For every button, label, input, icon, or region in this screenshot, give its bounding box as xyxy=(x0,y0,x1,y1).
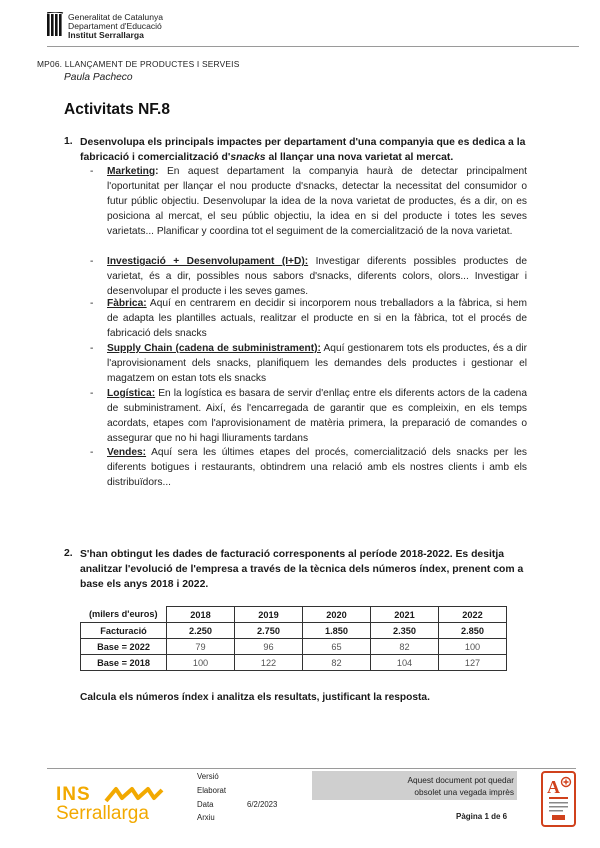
row-label: Facturació xyxy=(81,623,167,639)
question-2-text xyxy=(80,547,530,592)
table-cell: 104 xyxy=(371,655,439,671)
year-header: 2022 xyxy=(439,607,507,623)
table-cell: 127 xyxy=(439,655,507,671)
table-cell: 100 xyxy=(167,655,235,671)
table-header-row xyxy=(81,607,507,623)
meta-label-elaborat: Elaborat xyxy=(197,786,227,795)
bullet: - xyxy=(90,447,94,458)
quality-certification-icon xyxy=(541,771,576,827)
year-header: 2020 xyxy=(303,607,371,623)
org-name-line1: Generalitat de Catalunya xyxy=(68,12,164,22)
row-label: Base = 2022 xyxy=(81,639,167,655)
table-cell: 100 xyxy=(439,639,507,655)
bullet: - xyxy=(90,343,94,354)
item-fabrica-text: Aquí en centrarem en decidir si incorporem nous treballadors a la fàbrica, si hem de adapta les plantilles actuals, realitzar el producte en si en la fàbrica, tot el procés de fabricació dels snacks xyxy=(107,298,527,339)
question-2-line1: S'han obtingut les dades de facturació corresponents al període 2018-2022. Es desitja xyxy=(80,549,505,560)
row-label: Base = 2018 xyxy=(81,655,167,671)
item-vendes-label: Vendes: xyxy=(107,447,147,458)
item-marketing-text: En aquest departament la companyia haurà de detectar principalment l'oportunitat per llançar el nou producte d'snacks, detectar la necessitat del consumidor o futur públic objectiu. Desenvolupar la idea de la nova varietat de productes, és a dir, on es posiciona al mercat, el seu públic objectiu, la idea en si del producte i totes les seves varietats... Planificar y coordina tot el seguiment de la comercialització de la nova varietat. xyxy=(107,166,527,237)
obsolete-notice-line1: Aquest document pot quedar xyxy=(407,775,514,785)
bullet: - xyxy=(90,388,94,399)
brand-name: Serrallarga xyxy=(56,803,149,824)
meta-date-value: 6/2/2023 xyxy=(247,800,278,809)
generalitat-logo-icon xyxy=(47,12,67,38)
org-name-line3: Institut Serrallarga xyxy=(68,30,144,40)
footer-divider xyxy=(47,768,576,769)
item-vendes xyxy=(107,445,527,490)
org-name-line2: Departament d'Educació xyxy=(68,21,162,31)
author-name: Paula Pacheco xyxy=(64,72,133,83)
question-1-line2: fabricació i comercialització d'snacks al llançar una nova varietat al mercat. xyxy=(80,152,454,163)
table-row xyxy=(81,639,507,655)
item-supply-chain-text: Aquí gestionarem tots els productes, és a dir l'aprovisionament dels snacks, planifiquem les demandes dels productes i gestionar el magatzem on estan tots els snacks xyxy=(107,343,527,384)
table-cell: 2.850 xyxy=(439,623,507,639)
table-cell: 79 xyxy=(167,639,235,655)
table-cell: 82 xyxy=(303,655,371,671)
meta-label-data: Data xyxy=(197,800,214,809)
question-2-line2: analitzar l'evolució de l'empresa a través de la tècnica dels números índex, prenent com a xyxy=(80,564,524,575)
table-cell: 96 xyxy=(235,639,303,655)
item-vendes-text: Aquí sera les últimes etapes del procés, comercialització dels snacks per les diferents botigues i restaurants, obtindrem una relació amb els nostres clients i amb els distribuïdors... xyxy=(107,447,527,488)
item-marketing-label: Marketing xyxy=(107,166,156,177)
year-header: 2019 xyxy=(235,607,303,623)
item-fabrica xyxy=(107,296,527,341)
year-header: 2021 xyxy=(371,607,439,623)
svg-text:A: A xyxy=(547,777,560,797)
item-rd-text: Investigar diferents possibles productes de varietat, és a dir, possibles nous sabors d'snacks, diferents colors, olors... Investigar i desenvolupar el producte i les seves games. xyxy=(107,256,527,297)
year-header: 2018 xyxy=(167,607,235,623)
table-cell: 2.350 xyxy=(371,623,439,639)
item-marketing: Marketing: En aquest departament la companyia haurà de detectar principalment l'oportunitat per llançar el nou producte d'snacks, detectar la necessitat del consumidor o futur públic objectiu. Desenvolupar la idea de la nova varietat de productes, és a dir, on es posiciona al mercat, el seu públic objectiu, la idea en si del producte i totes les seves varietats... Planificar y coordina tot el seguiment de la comercialització de la nova varietat. xyxy=(107,166,527,237)
item-logistica-label: Logística: xyxy=(107,388,156,399)
page-number: Pàgina 1 de 6 xyxy=(456,812,508,821)
item-rd-label: Investigació + Desenvolupament (I+D): xyxy=(107,256,309,267)
item-rd xyxy=(107,254,527,299)
task-instruction: Calcula els números índex i analitza els resultats, justificant la resposta. xyxy=(80,692,430,703)
module-title: MP06. LLANÇAMENT DE PRODUCTES I SERVEIS xyxy=(37,59,240,69)
table-row xyxy=(81,655,507,671)
item-fabrica-label: Fàbrica: xyxy=(107,298,147,309)
bullet: - xyxy=(90,256,94,267)
table-cell: 82 xyxy=(371,639,439,655)
question-1-text xyxy=(80,135,530,165)
table-unit: (milers d'euros) xyxy=(88,609,158,620)
invoicing-table xyxy=(80,606,507,671)
question-1-line1: Desenvolupa els principals impactes per departament d'una companyia que es dedica a la xyxy=(80,137,526,148)
item-supply-chain-label: Supply Chain (cadena de subministrament): xyxy=(107,343,321,354)
table-cell: 65 xyxy=(303,639,371,655)
table-cell: 2.750 xyxy=(235,623,303,639)
question-2-line3: base els anys 2018 i 2022. xyxy=(80,579,209,590)
bullet: - xyxy=(90,166,94,177)
item-supply-chain xyxy=(107,341,527,386)
meta-label-arxiu: Arxiu xyxy=(197,813,215,822)
brand-wave-icon xyxy=(104,786,164,804)
item-logistica-text: En la logística es basara de servir d'enllaç entre els diferents actors de la cadena de subministrament. Així, és l'encarregada de garantir que es compleixin, en els temps acordats, etapes com l'aprovisionament de matèria primera, la preparació de comandes o assegurar que no hi hagi lliuraments tardans xyxy=(107,388,527,444)
question-2-number: 2. xyxy=(64,548,73,559)
question-1-number: 1. xyxy=(64,136,73,147)
obsolete-notice-line2: obsolet una vegada imprès xyxy=(414,787,514,797)
brand-ins: INS xyxy=(56,784,91,805)
header-divider xyxy=(47,46,579,47)
table-cell: 122 xyxy=(235,655,303,671)
table-cell: 1.850 xyxy=(303,623,371,639)
table-row xyxy=(81,623,507,639)
table-cell: 2.250 xyxy=(167,623,235,639)
meta-label-version: Versió xyxy=(197,772,219,781)
bullet: - xyxy=(90,298,94,309)
item-logistica xyxy=(107,386,527,446)
page-title: Activitats NF.8 xyxy=(64,101,170,118)
